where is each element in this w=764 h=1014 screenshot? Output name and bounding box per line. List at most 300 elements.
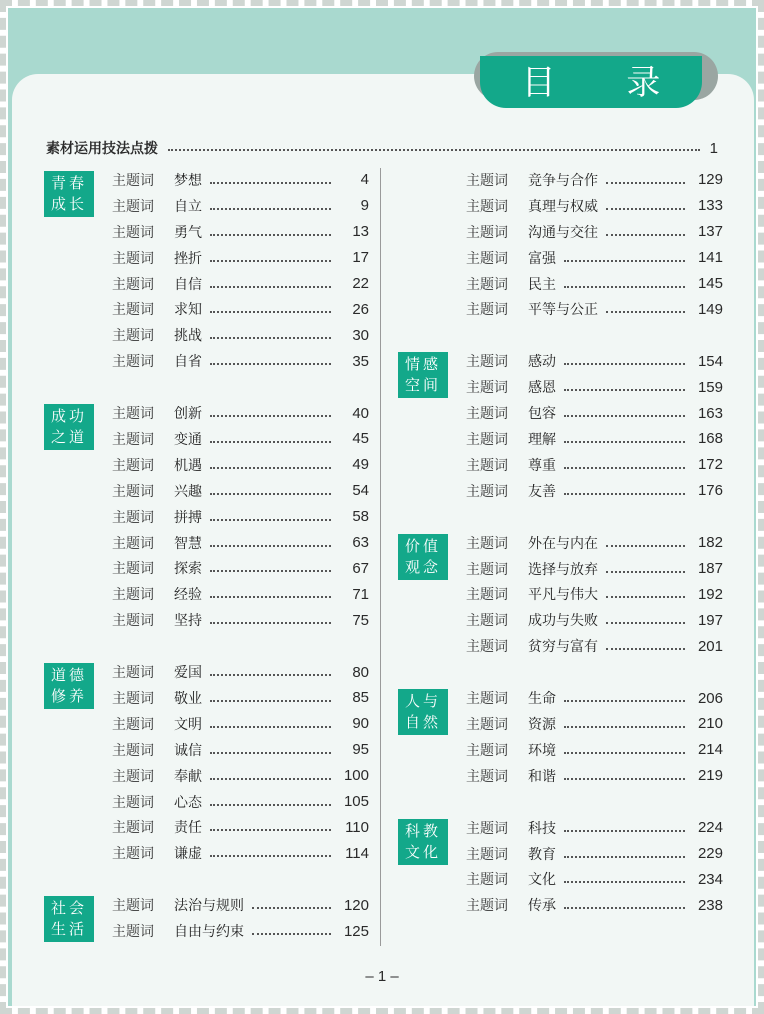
- toc-entry-page: 159: [697, 378, 723, 396]
- toc-entry-title: 生命: [528, 691, 556, 708]
- toc-entry-page: 63: [352, 534, 369, 552]
- toc-entry-page: 67: [352, 559, 369, 577]
- leader-dots: [564, 467, 685, 469]
- toc-lead-entry[interactable]: [46, 137, 718, 159]
- toc-entry[interactable]: [466, 841, 723, 867]
- toc-entry-page: 133: [697, 197, 723, 215]
- toc-section: [44, 659, 369, 866]
- leader-dots: [210, 260, 331, 262]
- leader-dots: [210, 674, 331, 676]
- toc-entry[interactable]: [466, 815, 723, 841]
- section-badge: [44, 896, 94, 942]
- toc-entry-page: 120: [343, 896, 369, 914]
- toc-entry[interactable]: [112, 271, 369, 297]
- toc-entry-keyword: 主题词: [112, 794, 154, 811]
- toc-entry-keyword: 主题词: [112, 587, 154, 604]
- toc-entry-keyword: 主题词: [112, 198, 154, 215]
- toc-entry-keyword: 主题词: [112, 924, 154, 941]
- toc-entry-keyword: 主题词: [466, 302, 508, 319]
- toc-entry-page: 214: [697, 741, 723, 759]
- toc-entry-title: 心态: [174, 794, 202, 811]
- toc-entry[interactable]: [466, 426, 723, 452]
- toc-entry-title: 科技: [528, 820, 556, 837]
- toc-entry[interactable]: [112, 918, 369, 944]
- toc-entry-keyword: 主题词: [112, 898, 154, 915]
- toc-entry-keyword: 主题词: [112, 354, 154, 371]
- toc-entry-title: 兴趣: [174, 483, 202, 500]
- toc-entry-title: 自省: [174, 354, 202, 371]
- leader-dots: [210, 441, 331, 443]
- leader-dots: [564, 363, 685, 365]
- toc-entry-keyword: 主题词: [112, 328, 154, 345]
- toc-entry-title: 探索: [174, 561, 202, 578]
- toc-entry-title: 敬业: [174, 690, 202, 707]
- leader-dots: [210, 415, 331, 417]
- section-badge-line: 自然: [404, 713, 441, 732]
- toc-entry-title: 自立: [174, 198, 202, 215]
- toc-section: [44, 400, 369, 633]
- toc-entry-page: 9: [360, 197, 369, 215]
- leader-dots: [210, 208, 331, 210]
- toc-entry-title: 外在与内在: [528, 535, 598, 552]
- toc-entry-list: [112, 400, 369, 633]
- toc-entry-page: 110: [345, 818, 369, 836]
- leader-dots: [210, 778, 331, 780]
- toc-entry-title: 教育: [528, 846, 556, 863]
- toc-entry-page: 71: [352, 585, 369, 603]
- toc-entry-page: 172: [697, 456, 723, 474]
- toc-entry[interactable]: [466, 530, 723, 556]
- page-title: 目 录: [521, 63, 691, 103]
- toc-entry-title: 文明: [174, 716, 202, 733]
- toc-entry-page: 145: [697, 275, 723, 292]
- toc-entry-keyword: 主题词: [466, 457, 508, 474]
- leader-dots: [606, 571, 685, 573]
- toc-entry-page: 168: [697, 430, 723, 448]
- toc-entry-keyword: 主题词: [466, 872, 508, 889]
- toc-entry-page: 105: [343, 793, 369, 811]
- toc-entry-title: 挫折: [174, 250, 202, 267]
- section-badge-line: 文化: [404, 842, 441, 861]
- leader-dots: [210, 622, 331, 624]
- leader-dots: [564, 389, 685, 391]
- toc-entry-title: 拼搏: [174, 509, 202, 526]
- toc-entry-keyword: 主题词: [112, 716, 154, 733]
- toc-entry[interactable]: [466, 245, 723, 271]
- leader-dots: [564, 441, 685, 443]
- toc-entry-list: [466, 167, 723, 322]
- section-badge: [44, 171, 94, 217]
- section-badge-line: 成功: [50, 407, 87, 426]
- toc-entry[interactable]: [112, 659, 369, 685]
- toc-entry-keyword: 主题词: [112, 535, 154, 552]
- toc-column-left: [44, 167, 369, 944]
- toc-entry-page: 80: [352, 663, 369, 681]
- leader-dots: [210, 700, 331, 702]
- toc-entry-title: 尊重: [528, 457, 556, 474]
- toc-entry-keyword: 主题词: [466, 742, 508, 759]
- toc-entry[interactable]: [112, 685, 369, 711]
- toc-entry-keyword: 主题词: [466, 224, 508, 241]
- toc-entry-title: 理解: [528, 431, 556, 448]
- toc-entry-keyword: 主题词: [112, 224, 154, 241]
- section-badge: [398, 534, 448, 580]
- toc-entry-page: 85: [352, 689, 369, 707]
- toc-entry[interactable]: [112, 530, 369, 556]
- leader-dots: [210, 752, 331, 754]
- toc-entry-title: 勇气: [174, 224, 202, 241]
- toc-entry-title: 挑战: [174, 328, 202, 345]
- section-badge-line: 空间: [404, 376, 441, 395]
- toc-entry[interactable]: [466, 219, 723, 245]
- toc-entry-keyword: 主题词: [466, 250, 508, 267]
- leader-dots: [606, 182, 685, 184]
- toc-entry-title: 平等与公正: [528, 302, 598, 319]
- toc-entry-keyword: 主题词: [112, 302, 154, 319]
- toc-entry-list: [112, 892, 369, 944]
- toc-entry-title: 环境: [528, 742, 556, 759]
- toc-entry-page: 137: [697, 223, 723, 241]
- toc-entry[interactable]: [112, 892, 369, 918]
- toc-lead-page: 1: [709, 139, 718, 157]
- toc-entry-keyword: 主题词: [466, 898, 508, 915]
- leader-dots: [252, 933, 331, 935]
- toc-entry-keyword: 主题词: [112, 172, 154, 189]
- toc-entry-page: 163: [697, 404, 723, 422]
- toc-entry-page: 45: [352, 430, 369, 448]
- toc-entry-keyword: 主题词: [466, 639, 508, 656]
- toc-entry[interactable]: [466, 581, 723, 607]
- toc-entry-keyword: 主题词: [466, 691, 508, 708]
- toc-entry-page: 187: [697, 560, 723, 578]
- toc-entry[interactable]: [112, 737, 369, 763]
- leader-dots: [564, 726, 685, 728]
- toc-entry-page: 229: [697, 845, 723, 863]
- section-badge: [398, 689, 448, 735]
- toc-column-right: [398, 167, 723, 918]
- toc-section: [398, 167, 723, 322]
- toc-entry-title: 富强: [528, 250, 556, 267]
- leader-dots: [564, 856, 685, 858]
- toc-entry[interactable]: [466, 193, 723, 219]
- leader-dots: [210, 519, 331, 521]
- section-badge-line: 价值: [404, 536, 441, 555]
- toc-entry[interactable]: [466, 271, 723, 297]
- section-badge: [398, 819, 448, 865]
- leader-dots: [564, 260, 685, 262]
- toc-entry-page: 4: [360, 171, 369, 189]
- toc-entry-list: [466, 685, 723, 789]
- toc-entry-keyword: 主题词: [466, 820, 508, 837]
- toc-entry-page: 201: [697, 637, 723, 655]
- toc-entry[interactable]: [112, 322, 369, 348]
- toc-entry[interactable]: [112, 789, 369, 815]
- section-badge-line: 观念: [404, 557, 441, 576]
- toc-section: [398, 348, 723, 503]
- toc-entry[interactable]: [112, 193, 369, 219]
- toc-entry[interactable]: [466, 685, 723, 711]
- toc-entry-keyword: 主题词: [466, 431, 508, 448]
- toc-entry-title: 民主: [528, 276, 556, 293]
- toc-entry[interactable]: [466, 167, 723, 193]
- toc-lead-label: 素材运用技法点拨: [46, 141, 158, 157]
- section-badge-line: 生活: [50, 920, 87, 939]
- toc-entry[interactable]: [466, 633, 723, 659]
- toc-entry-title: 诚信: [174, 742, 202, 759]
- toc-entry-list: [466, 348, 723, 503]
- leader-dots: [210, 493, 331, 495]
- toc-entry-keyword: 主题词: [466, 561, 508, 578]
- section-badge-line: 情感: [404, 355, 441, 374]
- toc-entry-page: 238: [697, 896, 723, 914]
- toc-entry[interactable]: [466, 374, 723, 400]
- toc-entry-keyword: 主题词: [112, 276, 154, 293]
- toc-entry[interactable]: [466, 478, 723, 504]
- toc-entry-keyword: 主题词: [112, 613, 154, 630]
- toc-entry[interactable]: [112, 478, 369, 504]
- page-number: – 1 –: [365, 968, 399, 985]
- toc-entry[interactable]: [466, 607, 723, 633]
- toc-entry-keyword: 主题词: [112, 690, 154, 707]
- toc-entry-title: 法治与规则: [174, 898, 244, 915]
- toc-entry-keyword: 主题词: [466, 535, 508, 552]
- toc-entry-page: 125: [343, 922, 369, 940]
- toc-entry-page: 100: [343, 767, 369, 785]
- toc-entry-keyword: 主题词: [466, 846, 508, 863]
- section-badge-line: 青春: [50, 174, 87, 192]
- toc-entry-keyword: 主题词: [466, 613, 508, 630]
- toc-entry[interactable]: [112, 426, 369, 452]
- toc-entry[interactable]: [112, 555, 369, 581]
- toc-entry-keyword: 主题词: [466, 768, 508, 785]
- toc-entry-page: 40: [352, 404, 369, 422]
- toc-section: [398, 815, 723, 919]
- toc-entry-title: 竞争与合作: [528, 172, 598, 189]
- leader-dots: [606, 648, 685, 650]
- leader-dots: [210, 804, 331, 806]
- leader-dots: [564, 881, 685, 883]
- toc-entry[interactable]: [466, 711, 723, 737]
- toc-entry-keyword: 主题词: [112, 820, 154, 837]
- leader-dots: [210, 829, 331, 831]
- toc-entry-page: 13: [352, 223, 369, 241]
- toc-entry[interactable]: [112, 167, 369, 193]
- toc-entry-keyword: 主题词: [466, 380, 508, 397]
- toc-section: [398, 685, 723, 789]
- toc-entry-list: [112, 167, 369, 374]
- toc-entry-page: 154: [697, 352, 723, 370]
- toc-entry[interactable]: [466, 452, 723, 478]
- toc-entry-list: [466, 815, 723, 919]
- toc-entry-page: 26: [352, 300, 369, 318]
- toc-entry-page: 49: [352, 456, 369, 474]
- leader-dots: [564, 493, 685, 495]
- toc-entry-title: 贫穷与富有: [528, 639, 598, 656]
- toc-entry-keyword: 主题词: [112, 561, 154, 578]
- toc-entry-title: 坚持: [174, 613, 202, 630]
- column-divider: [380, 168, 381, 946]
- toc-entry[interactable]: [112, 581, 369, 607]
- toc-entry-title: 沟通与交往: [528, 224, 598, 241]
- toc-entry[interactable]: [112, 711, 369, 737]
- toc-entry-title: 创新: [174, 406, 202, 423]
- toc-entry[interactable]: [466, 866, 723, 892]
- toc-entry-title: 谦虚: [174, 846, 202, 863]
- toc-entry-keyword: 主题词: [112, 846, 154, 863]
- toc-entry-title: 奉献: [174, 768, 202, 785]
- leader-dots: [210, 467, 331, 469]
- toc-entry[interactable]: [112, 452, 369, 478]
- leader-dots: [210, 286, 331, 288]
- toc-entry[interactable]: [466, 556, 723, 582]
- leader-dots: [606, 545, 685, 547]
- toc-entry[interactable]: [466, 763, 723, 789]
- toc-entry-keyword: 主题词: [112, 431, 154, 448]
- toc-entry-title: 感恩: [528, 380, 556, 397]
- toc-entry-page: 224: [697, 819, 723, 837]
- toc-entry-keyword: 主题词: [112, 457, 154, 474]
- toc-entry-keyword: 主题词: [466, 354, 508, 371]
- section-badge-line: 社会: [50, 899, 87, 918]
- section-badge-line: 科教: [404, 821, 441, 840]
- leader-dots: [564, 415, 685, 417]
- toc-entry-page: 95: [352, 741, 369, 759]
- toc-entry-keyword: 主题词: [466, 276, 508, 293]
- toc-entry-page: 17: [352, 249, 369, 267]
- toc-entry-keyword: 主题词: [112, 406, 154, 423]
- leader-dots: [606, 208, 685, 210]
- toc-section: [44, 167, 369, 374]
- leader-dots: [564, 752, 685, 754]
- leader-dots: [564, 778, 685, 780]
- toc-entry-page: 182: [697, 534, 723, 552]
- toc-entry[interactable]: [112, 814, 369, 840]
- section-badge-line: 人与: [404, 692, 441, 711]
- toc-entry-title: 智慧: [174, 535, 202, 552]
- toc-entry-keyword: 主题词: [112, 250, 154, 267]
- leader-dots: [252, 907, 331, 909]
- toc-entry-keyword: 主题词: [466, 716, 508, 733]
- section-badge: [44, 663, 94, 709]
- leader-dots: [606, 234, 685, 236]
- toc-entry[interactable]: [112, 763, 369, 789]
- toc-entry[interactable]: [466, 400, 723, 426]
- toc-entry-title: 求知: [174, 302, 202, 319]
- leader-dots: [210, 855, 331, 857]
- toc-entry-title: 和谐: [528, 768, 556, 785]
- toc-entry[interactable]: [466, 296, 723, 322]
- section-badge-line: 修养: [50, 687, 87, 706]
- toc-entry-title: 文化: [528, 872, 556, 889]
- toc-entry[interactable]: [112, 219, 369, 245]
- toc-entry-page: 75: [352, 611, 369, 629]
- toc-section: [44, 892, 369, 944]
- leader-dots: [210, 596, 331, 598]
- toc-entry-page: 114: [345, 844, 369, 862]
- toc-entry-title: 责任: [174, 820, 202, 837]
- toc-entry-keyword: 主题词: [112, 768, 154, 785]
- leader-dots: [210, 234, 331, 236]
- toc-entry-keyword: 主题词: [112, 483, 154, 500]
- toc-entry-page: 30: [352, 326, 369, 344]
- toc-entry-page: 219: [697, 767, 723, 785]
- toc-entry[interactable]: [112, 296, 369, 322]
- toc-entry-list: [466, 530, 723, 659]
- leader-dots: [564, 286, 685, 288]
- toc-entry-page: 129: [697, 171, 723, 189]
- toc-entry-page: 58: [352, 508, 369, 526]
- toc-entry-title: 资源: [528, 716, 556, 733]
- toc-entry-page: 197: [697, 611, 723, 629]
- toc-entry-title: 真理与权威: [528, 198, 598, 215]
- section-badge: [398, 352, 448, 398]
- toc-entry-title: 机遇: [174, 457, 202, 474]
- leader-dots: [606, 622, 685, 624]
- toc-entry-keyword: 主题词: [112, 665, 154, 682]
- toc-entry-title: 成功与失败: [528, 613, 598, 630]
- toc-entry-title: 平凡与伟大: [528, 587, 598, 604]
- toc-entry[interactable]: [466, 892, 723, 918]
- leader-dots: [564, 907, 685, 909]
- toc-entry[interactable]: [112, 504, 369, 530]
- toc-entry[interactable]: [112, 607, 369, 633]
- leader-dots: [210, 570, 331, 572]
- leader-dots: [606, 596, 685, 598]
- toc-entry-page: 141: [697, 249, 723, 267]
- section-badge: [44, 404, 94, 450]
- toc-entry-page: 210: [697, 715, 723, 733]
- toc-entry[interactable]: [112, 840, 369, 866]
- toc-entry[interactable]: [466, 348, 723, 374]
- leader-dots: [210, 182, 331, 184]
- toc-entry-title: 爱国: [174, 665, 202, 682]
- toc-entry-page: 176: [697, 482, 723, 500]
- leader-dots: [210, 311, 331, 313]
- toc-entry[interactable]: [112, 245, 369, 271]
- leader-dots: [210, 726, 331, 728]
- toc-entry[interactable]: [112, 400, 369, 426]
- toc-entry-title: 包容: [528, 406, 556, 423]
- leader-dots: [210, 337, 331, 339]
- section-badge-line: 道德: [50, 666, 87, 685]
- toc-entry-page: 90: [352, 715, 369, 733]
- section-badge-line: 之道: [50, 428, 87, 447]
- toc-entry[interactable]: [466, 737, 723, 763]
- toc-entry-title: 感动: [528, 354, 556, 371]
- toc-entry-title: 经验: [174, 587, 202, 604]
- toc-entry-page: 54: [352, 482, 369, 500]
- toc-entry-keyword: 主题词: [466, 483, 508, 500]
- toc-entry-keyword: 主题词: [466, 587, 508, 604]
- toc-entry-keyword: 主题词: [112, 509, 154, 526]
- toc-entry-page: 192: [697, 585, 723, 603]
- toc-entry[interactable]: [112, 348, 369, 374]
- section-badge-line: 成长: [50, 195, 87, 213]
- toc-entry-title: 变通: [174, 431, 202, 448]
- toc-entry-page: 206: [697, 689, 723, 707]
- toc-entry-page: 35: [352, 352, 369, 370]
- toc-entry-page: 149: [697, 300, 723, 318]
- toc-entry-title: 自信: [174, 276, 202, 293]
- toc-entry-keyword: 主题词: [466, 406, 508, 423]
- toc-entry-keyword: 主题词: [466, 198, 508, 215]
- toc-entry-title: 友善: [528, 483, 556, 500]
- leader-dots: [210, 545, 331, 547]
- toc-entry-title: 传承: [528, 898, 556, 915]
- toc-section: [398, 530, 723, 659]
- leader-dots: [606, 311, 685, 313]
- leader-dots: [564, 700, 685, 702]
